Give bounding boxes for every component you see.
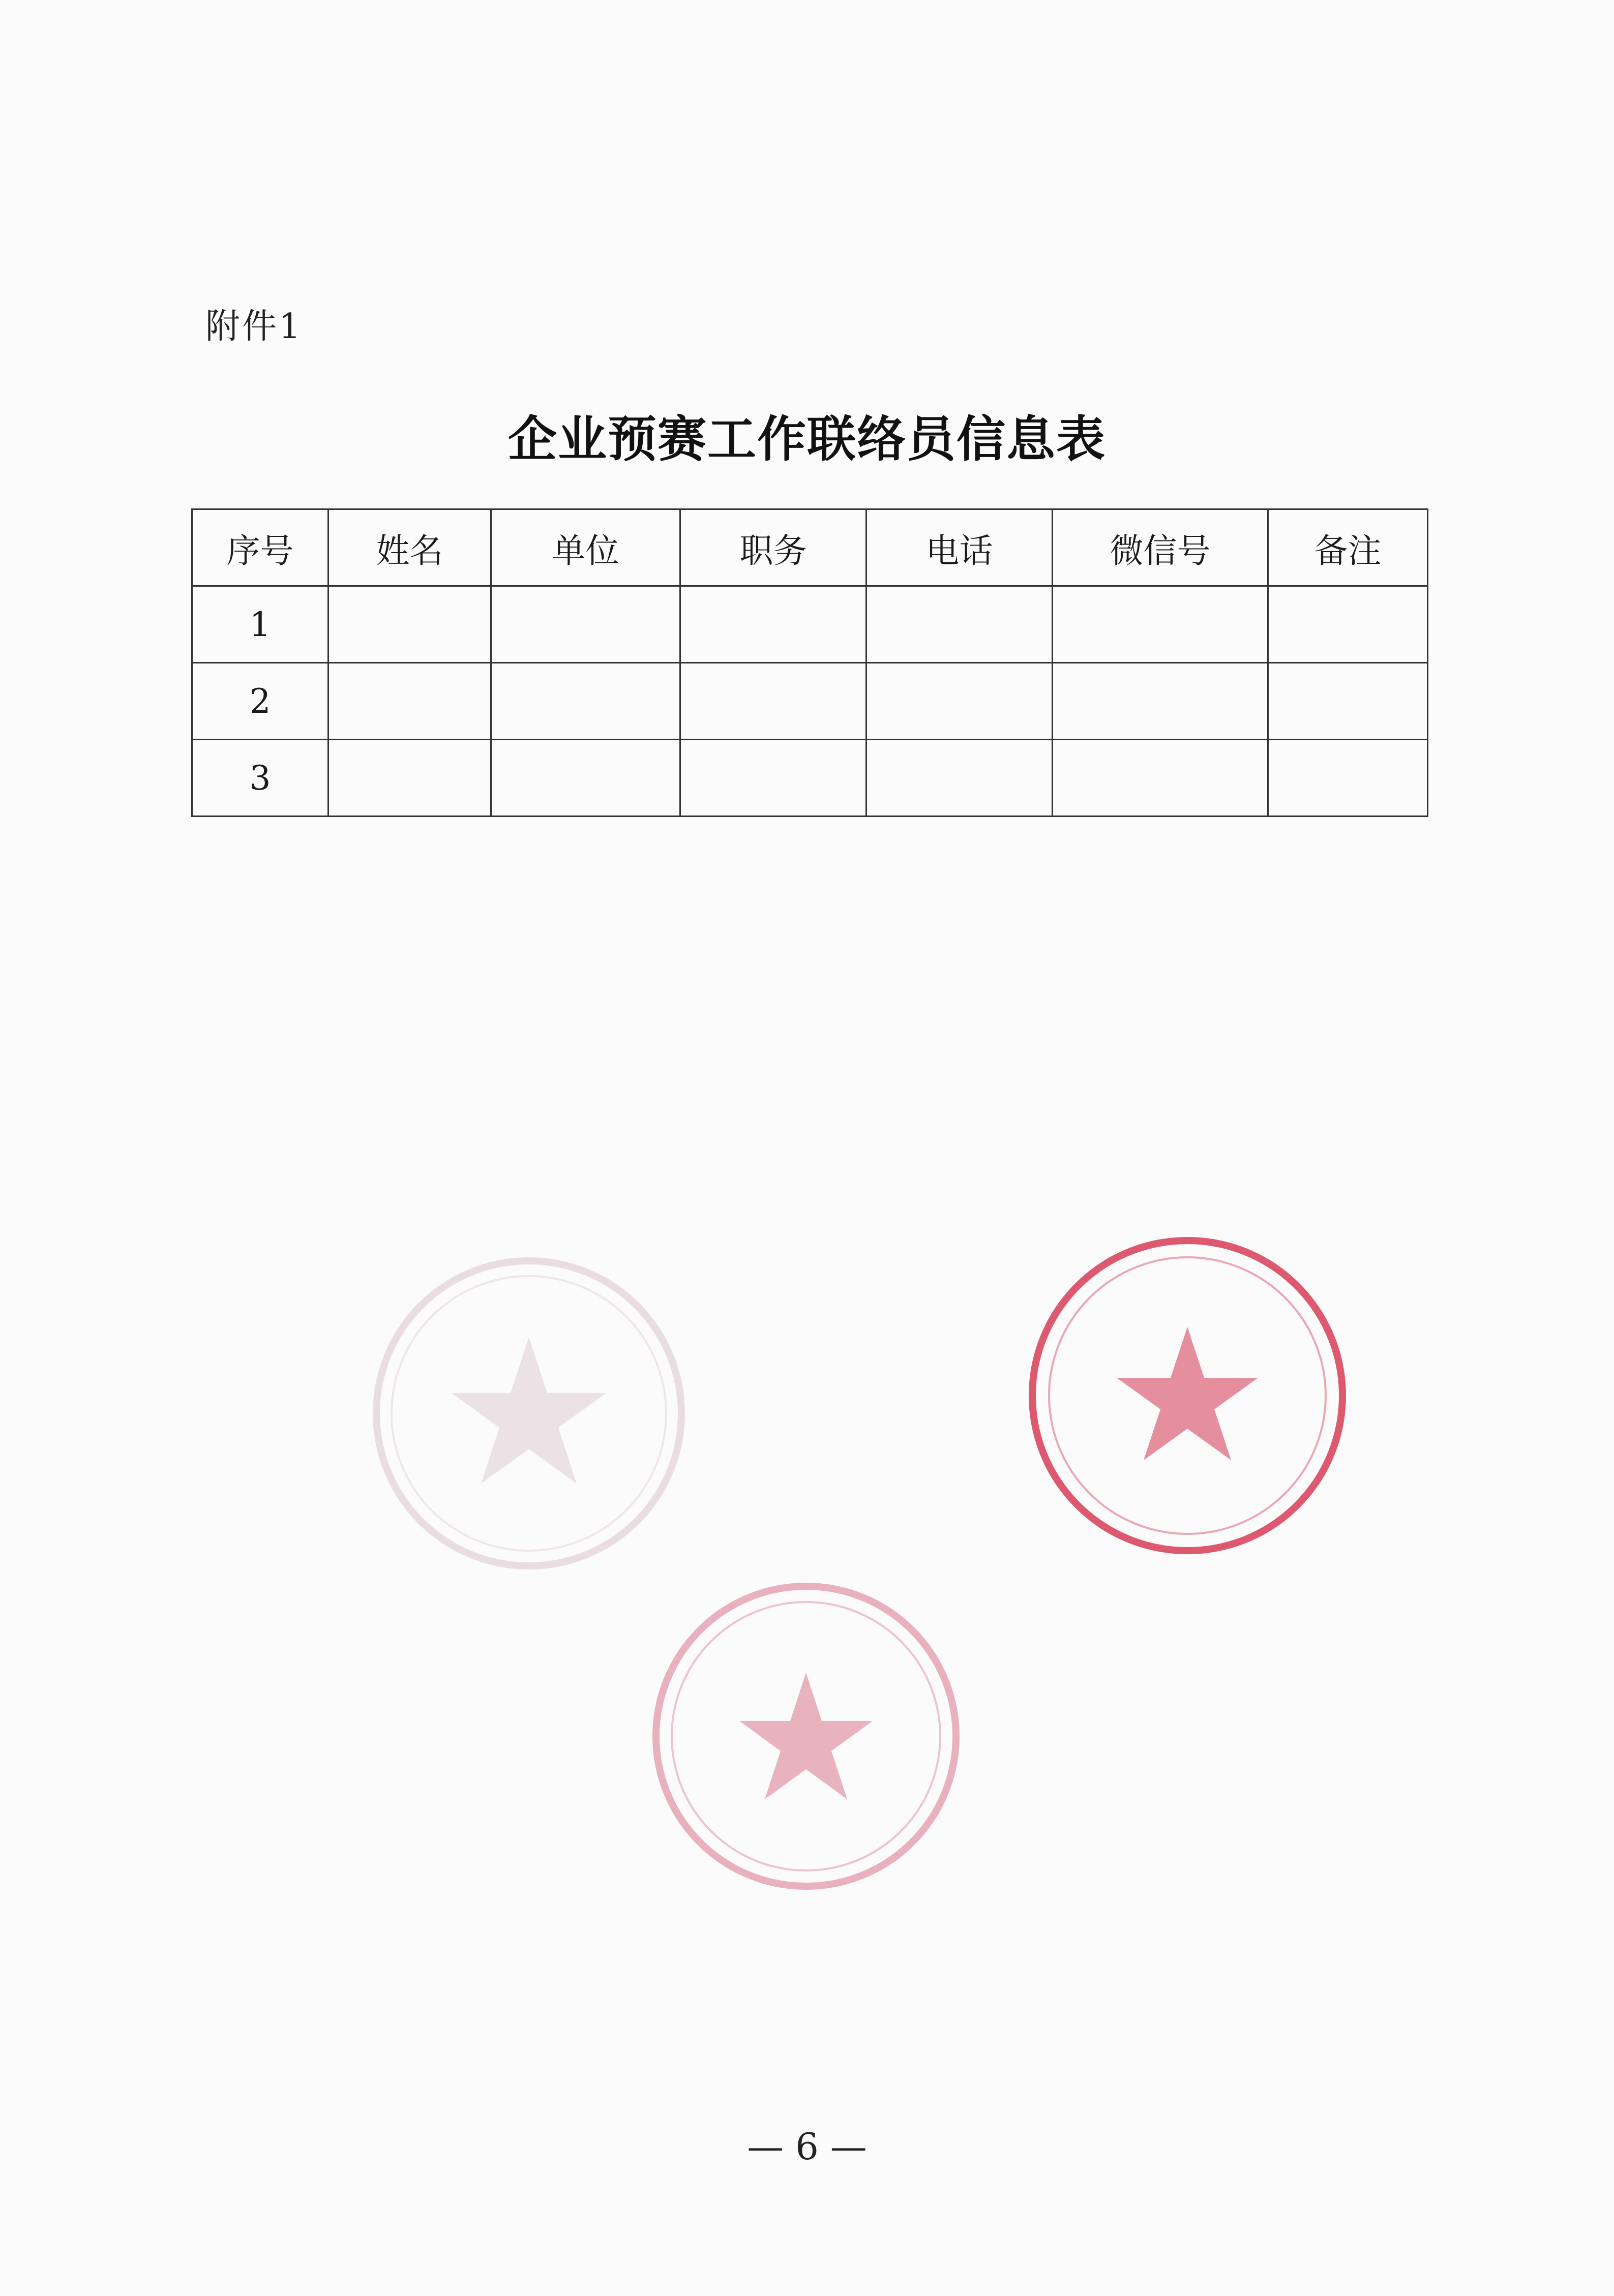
table-cell-phone xyxy=(866,586,1053,663)
table-row xyxy=(192,663,1428,740)
table-row xyxy=(192,740,1428,817)
table-cell-organization xyxy=(491,663,680,740)
red-seal-star-icon xyxy=(1117,1327,1258,1460)
table-cell-name xyxy=(328,740,491,817)
pink-seal-image xyxy=(646,1576,966,1896)
table-cell-index: 3 xyxy=(192,740,328,817)
table-cell-name xyxy=(328,586,491,663)
table-row xyxy=(192,586,1428,663)
table-cell-position xyxy=(680,586,866,663)
faint-seal-star-icon xyxy=(452,1337,606,1484)
column-header-wechat: 微信号 xyxy=(1053,509,1268,586)
document-title: 企业预赛工作联络员信息表 xyxy=(508,410,1106,468)
page-number: — 6 — xyxy=(747,2125,867,2168)
faint-seal-image xyxy=(366,1251,692,1576)
table-cell-index: 1 xyxy=(192,586,328,663)
table-cell-remarks xyxy=(1268,663,1428,740)
table-cell-index: 2 xyxy=(192,663,328,740)
column-header-phone: 电话 xyxy=(866,509,1053,586)
pink-seal-star-icon xyxy=(739,1673,873,1799)
table-cell-phone xyxy=(866,663,1053,740)
column-header-name: 姓名 xyxy=(328,509,491,586)
column-header-position: 职务 xyxy=(680,509,866,586)
table-cell-wechat xyxy=(1053,740,1268,817)
table-header-row xyxy=(192,509,1428,586)
red-seal-image xyxy=(1022,1230,1353,1561)
table-cell-position xyxy=(680,740,866,817)
table-cell-phone xyxy=(866,740,1053,817)
column-header-organization: 单位 xyxy=(491,509,680,586)
table-cell-organization xyxy=(491,740,680,817)
attachment-label: 附件1 xyxy=(205,307,303,347)
column-header-index: 序号 xyxy=(192,509,328,586)
table-cell-remarks xyxy=(1268,740,1428,817)
column-header-remarks: 备注 xyxy=(1268,509,1428,586)
table-cell-organization xyxy=(491,586,680,663)
table-cell-position xyxy=(680,663,866,740)
table-cell-name xyxy=(328,663,491,740)
table-cell-wechat xyxy=(1053,663,1268,740)
table-cell-remarks xyxy=(1268,586,1428,663)
contact-info-table xyxy=(191,508,1428,817)
table-cell-wechat xyxy=(1053,586,1268,663)
